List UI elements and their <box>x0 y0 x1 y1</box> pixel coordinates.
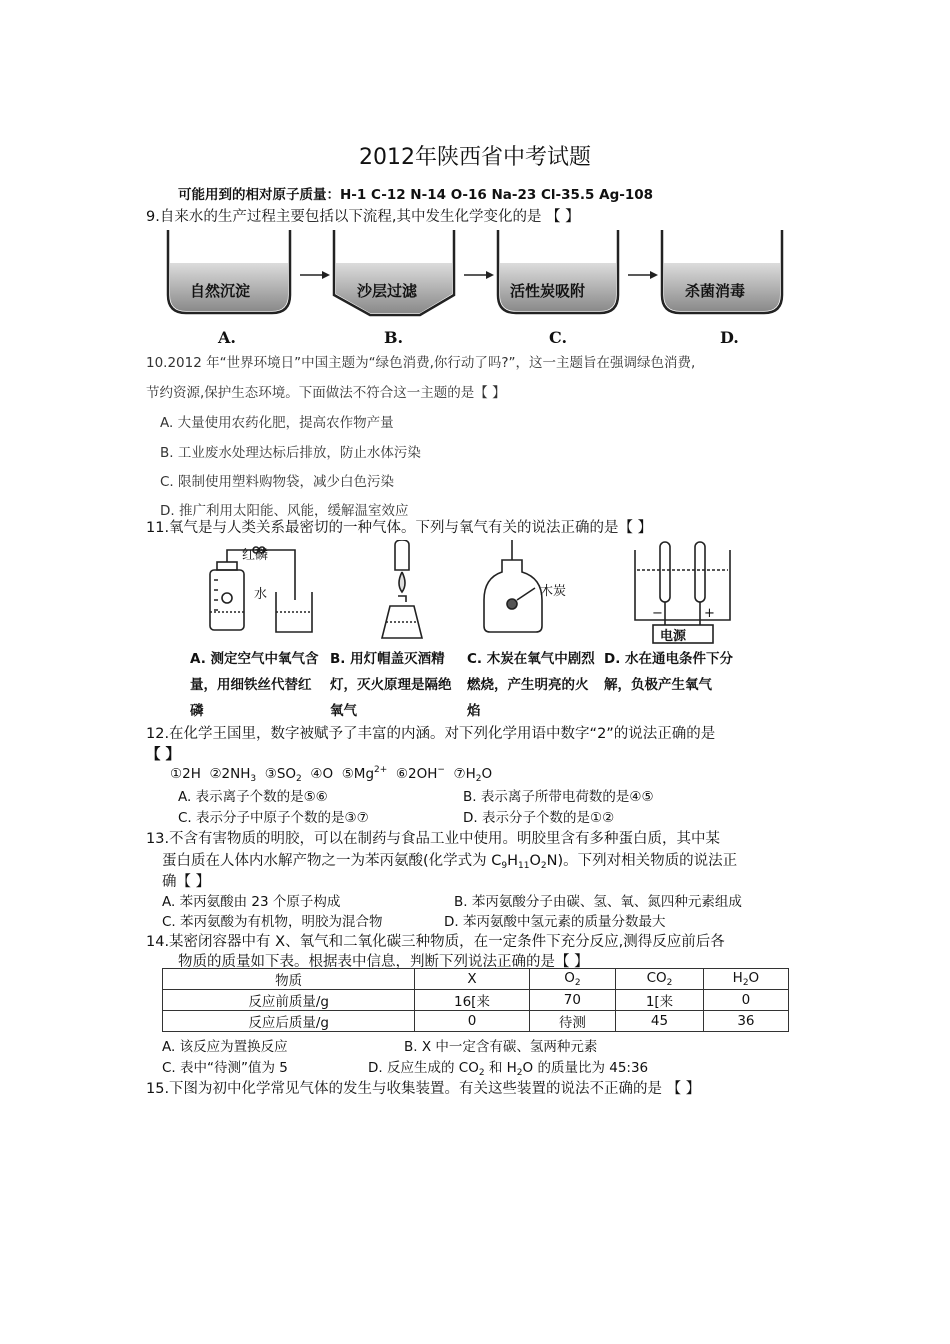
q14-option-c: C. 表中“待测”值为 5 <box>162 1060 288 1076</box>
q10-option-c: C. 限制使用塑料购物袋，减少白色污染 <box>160 474 395 490</box>
table-cell: 70 <box>529 990 616 1011</box>
q13-option-c: C. 苯丙氨酸为有机物，明胶为混合物 <box>162 914 383 930</box>
table-header-cell: $H_2O$ <box>703 969 788 990</box>
tank-b <box>334 230 454 315</box>
q13-line2: 蛋白质在人体内水解产物之一为苯丙氨酸(化学式为 $C_9H_{11}O_2N$)。下列对相关物质的说法正 <box>162 853 738 871</box>
q12-option-d: D. 表示分子个数的是①② <box>463 810 615 826</box>
q10-option-b: B. 工业废水处理达标后排放，防止水体污染 <box>160 445 421 461</box>
q10-option-a: A. 大量使用农药化肥，提高农作物产量 <box>160 415 394 431</box>
table-cell: 反应前质量/g <box>163 990 415 1011</box>
q9-step-c-label: 活性炭吸附 <box>510 282 586 300</box>
q11-option-a: A. 测定空气中氧气含量，用细铁丝代替红磷 <box>190 651 319 719</box>
table-cell: 45 <box>616 1011 704 1032</box>
label-plus: + <box>704 606 715 621</box>
q9-letter-a: A. <box>218 328 236 347</box>
table-row <box>163 1011 789 1032</box>
arrow-icon <box>486 271 494 279</box>
q12-option-c: C. 表示分子中原子个数的是③⑦ <box>178 810 369 826</box>
q11-option-b: B. 用灯帽盖灭酒精灯，灭火原理是隔绝氧气 <box>330 651 452 719</box>
label-red-phosphorus: 红磷 <box>242 548 269 563</box>
q14-option-d: D. 反应生成的 $CO_2$ 和 $H_2O$ 的质量比为 45:36 <box>368 1060 649 1078</box>
q9-step-a-label: 自然沉淀 <box>190 282 251 300</box>
q13-option-b: B. 苯丙氨酸分子由碳、氢、氧、氮四种元素组成 <box>454 894 742 910</box>
q9-letter-b: B. <box>384 328 404 347</box>
table-cell: 16[来 <box>415 990 529 1011</box>
table-header-cell: 物质 <box>163 969 415 990</box>
q13-option-d: D. 苯丙氨酸中氢元素的质量分数最大 <box>444 914 666 930</box>
label-minus: − <box>652 606 663 621</box>
table-cell: 1[来 <box>616 990 704 1011</box>
q14-line1: 14.某密闭容器中有 X、氧气和二氧化碳三种物质，在一定条件下充分反应,测得反应前后各 <box>146 934 725 950</box>
q12-option-b: B. 表示离子所带电荷数的是④⑤ <box>463 789 654 805</box>
label-charcoal: 木炭 <box>540 584 567 599</box>
table-cell: 36 <box>703 1011 788 1032</box>
table-cell: 0 <box>703 990 788 1011</box>
table-cell: 反应后质量/g <box>163 1011 415 1032</box>
q10-stem-line2: 节约资源,保护生态环境。下面做法不符合这一主题的是【 】 <box>146 385 506 401</box>
table-cell: 0 <box>415 1011 529 1032</box>
q9-stem: 9.自来水的生产过程主要包括以下流程,其中发生化学变化的是 【 】 <box>146 209 580 225</box>
q12-stem-line2: 【 】 <box>146 747 181 763</box>
atomic-masses: 可能用到的相对原子质量：H-1 C-12 N-14 O-16 Na-23 Cl-35.5 Ag-108 <box>178 187 654 203</box>
q9-step-b-label: 沙层过滤 <box>357 282 418 300</box>
q13-line3: 确【 】 <box>162 874 211 890</box>
q9-step-d-label: 杀菌消毒 <box>685 282 746 300</box>
q12-option-a: A. 表示离子个数的是⑤⑥ <box>178 789 328 805</box>
q11-option-d: D. 水在通电条件下分解，负极产生氧气 <box>604 651 734 693</box>
q12-stem-line1: 12.在化学王国里，数字被赋予了丰富的内涵。对下列化学用语中数字“2”的说法正确的是 <box>146 726 716 742</box>
q14-mass-table <box>162 968 789 1032</box>
q10-option-d: D. 推广利用太阳能、风能，缓解温室效应 <box>160 503 409 519</box>
apparatus-b <box>382 540 422 638</box>
table-header-cell: $O_2$ <box>529 969 616 990</box>
q10-stem-line1: 10.2012 年“世界环境日”中国主题为“绿色消费,你行动了吗?”，这一主题旨在强调绿色消费, <box>146 355 696 371</box>
table-row <box>163 990 789 1011</box>
apparatus-c <box>484 540 542 632</box>
q14-line2: 物质的质量如下表。根据表中信息，判断下列说法正确的是【 】 <box>178 954 589 970</box>
q15-stem: 15.下图为初中化学常见气体的发生与收集装置。有关这些装置的说法不正确的是 【 】 <box>146 1081 701 1097</box>
arrow-icon <box>322 271 330 279</box>
table-header-row <box>163 969 789 990</box>
table-cell: 待测 <box>529 1011 616 1032</box>
label-power-source: 电源 <box>660 629 687 644</box>
q9-letter-d: D. <box>720 328 739 347</box>
q14-option-a: A. 该反应为置换反应 <box>162 1039 288 1055</box>
table-header-cell: X <box>415 969 529 990</box>
q14-option-b: B. X 中一定含有碳、氢两种元素 <box>404 1039 598 1055</box>
label-water: 水 <box>254 587 268 602</box>
q9-letter-c: C. <box>549 328 568 347</box>
page-title: 2012年陕西省中考试题 <box>359 145 591 170</box>
q11-option-c: C. 木炭在氧气中剧烈燃烧，产生明亮的火焰 <box>467 651 595 719</box>
q13-line1: 13.不含有害物质的明胶，可以在制药与食品工业中使用。明胶里含有多种蛋白质，其中某 <box>146 831 721 847</box>
table-header-cell: $CO_2$ <box>616 969 704 990</box>
q11-stem: 11.氧气是与人类关系最密切的一种气体。下列与氧气有关的说法正确的是【 】 <box>146 520 653 536</box>
q13-option-a: A. 苯丙氨酸由 23 个原子构成 <box>162 894 341 910</box>
arrow-icon <box>650 271 658 279</box>
q12-items: ①2H $②2NH_3$ $③SO_2$ ④O $⑤Mg^{2+}$ ⑥2OH− $⑦H_2O$ <box>170 765 493 784</box>
